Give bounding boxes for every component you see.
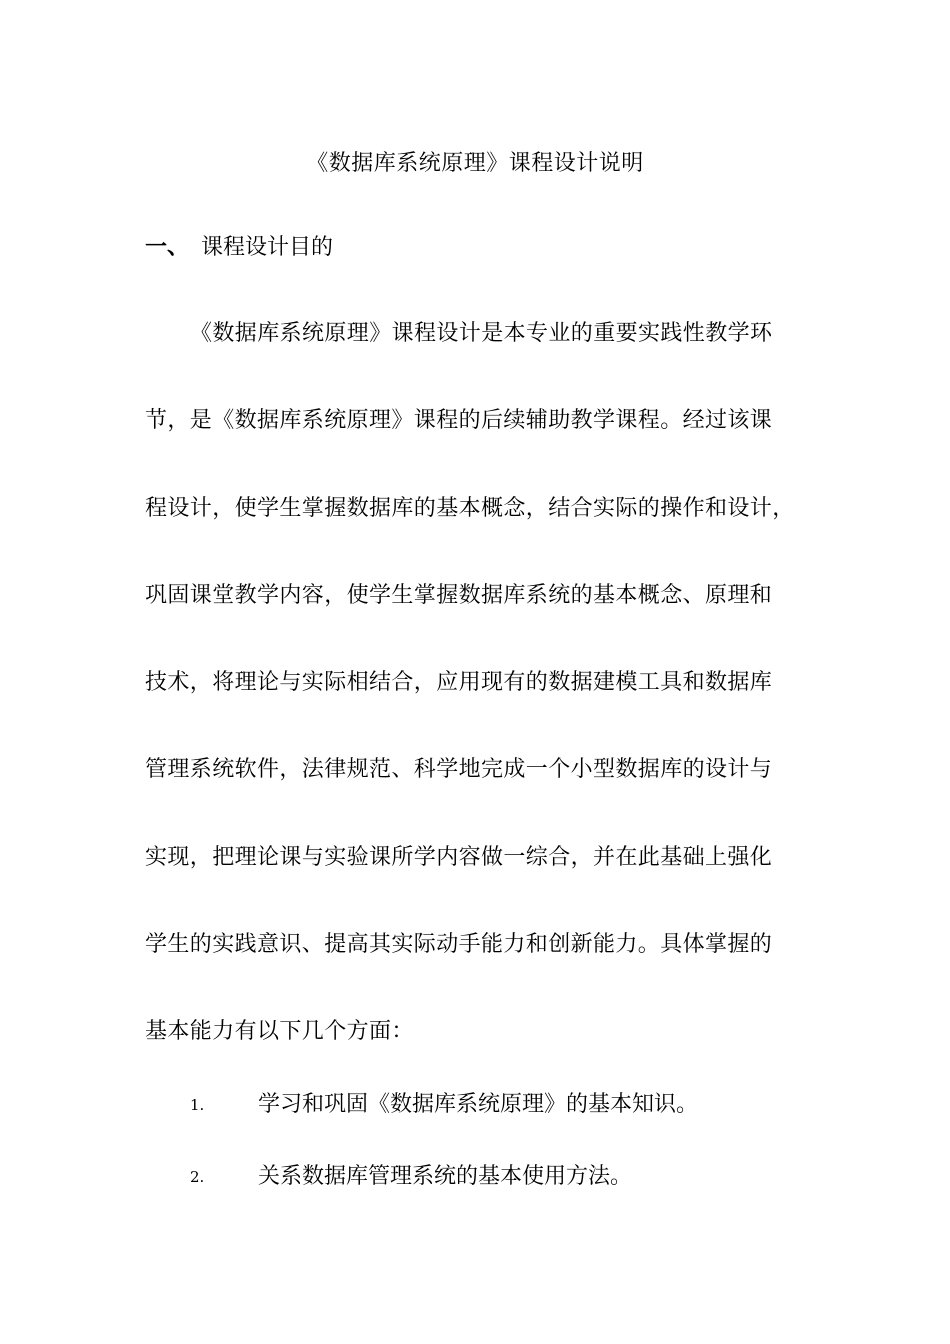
paragraph-line: 实现，把理论课与实验课所学内容做一综合，并在此基础上强化 [145, 845, 773, 870]
paragraph-line: 程设计，使学生掌握数据库的基本概念，结合实际的操作和设计， [145, 496, 795, 521]
list-number: 1. [190, 1096, 205, 1114]
paragraph-line: 《数据库系统原理》课程设计是本专业的重要实践性教学环 [190, 321, 773, 346]
paragraph-line: 技术，将理论与实际相结合，应用现有的数据建模工具和数据库 [145, 670, 773, 695]
list-number: 2. [190, 1168, 205, 1186]
paragraph-line: 节，是《数据库系统原理》课程的后续辅助教学课程。经过该课 [145, 408, 773, 433]
paragraph-line: 巩固课堂教学内容，使学生掌握数据库系统的基本概念、原理和 [145, 583, 773, 608]
paragraph-line: 学生的实践意识、提高其实际动手能力和创新能力。具体掌握的 [145, 932, 773, 957]
paragraph-line: 基本能力有以下几个方面： [145, 1019, 414, 1044]
list-item-text: 关系数据库管理系统的基本使用方法。 [258, 1164, 633, 1189]
list-item [190, 1157, 632, 1197]
section-heading [145, 228, 333, 268]
section-number: 一、 [145, 235, 190, 260]
paragraph-line: 管理系统软件，法律规范、科学地完成一个小型数据库的设计与 [145, 757, 773, 782]
list-item-text: 学习和巩固《数据库系统原理》的基本知识。 [258, 1092, 699, 1117]
list-item [190, 1085, 698, 1125]
section-heading-text: 课程设计目的 [201, 235, 334, 260]
document-title: 《数据库系统原理》课程设计说明 [306, 151, 644, 176]
